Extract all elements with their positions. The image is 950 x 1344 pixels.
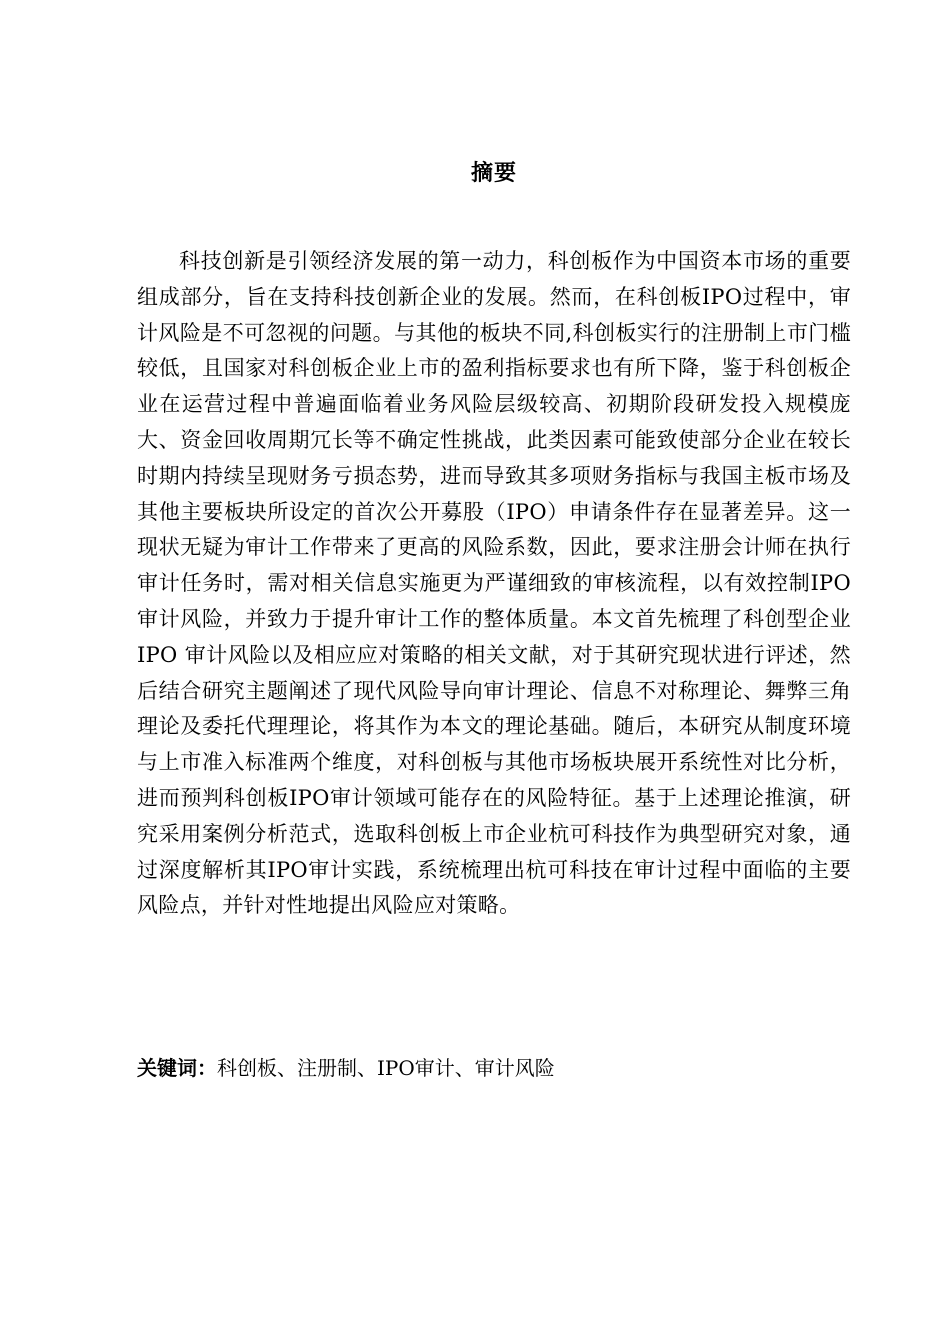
abstract-body: 科技创新是引领经济发展的第一动力，科创板作为中国资本市场的重要组成部分，旨在支持科技创新企业的发展。然而，在科创板IPO过程中，审计风险是不可忽视的问题。与其他的板块不同,科创板实行的注册制上市门槛较低，且国家对科创板企业上市的盈利指标要求也有所下降，鉴于科创板企业在运营过程中普遍面临着业务风险层级较高、初期阶段研发投入规模庞大、资金回收周期冗长等不确定性挑战，此类因素可能致使部分企业在较长时期内持续呈现财务亏损态势，进而导致其多项财务指标与我国主板市场及其他主要板块所设定的首次公开募股（IPO）申请条件存在显著差异。这一现状无疑为审计工作带来了更高的风险系数，因此，要求注册会计师在执行审计任务时，需对相关信息实施更为严谨细致的审核流程，以有效控制IPO审计风险，并致力于提升审计工作的整体质量。本文首先梳理了科创型企业IPO 审计风险以及相应应对策略的相关文献，对于其研究现状进行评述，然后结合研究主题阐述了现代风险导向审计理论、信息不对称理论、舞弊三角理论及委托代理理论，将其作为本文的理论基础。随后，本研究从制度环境与上市准入标准两个维度，对科创板与其他市场板块展开系统性对比分析，进而预判科创板IPO审计领域可能存在的风险特征。基于上述理论推演，研究采用案例分析范式，选取科创板上市企业杭可科技作为典型研究对象，通过深度解析其IPO审计实践，系统梳理出杭可科技在审计过程中面临的主要风险点，并针对性地提出风险应对策略。 [137,249,851,918]
keywords-text: 科创板、注册制、IPO审计、审计风险 [217,1056,555,1080]
abstract-title: 摘要 [470,161,517,186]
keywords-label: 关键词： [137,1056,217,1080]
keywords-line [137,1052,851,1084]
